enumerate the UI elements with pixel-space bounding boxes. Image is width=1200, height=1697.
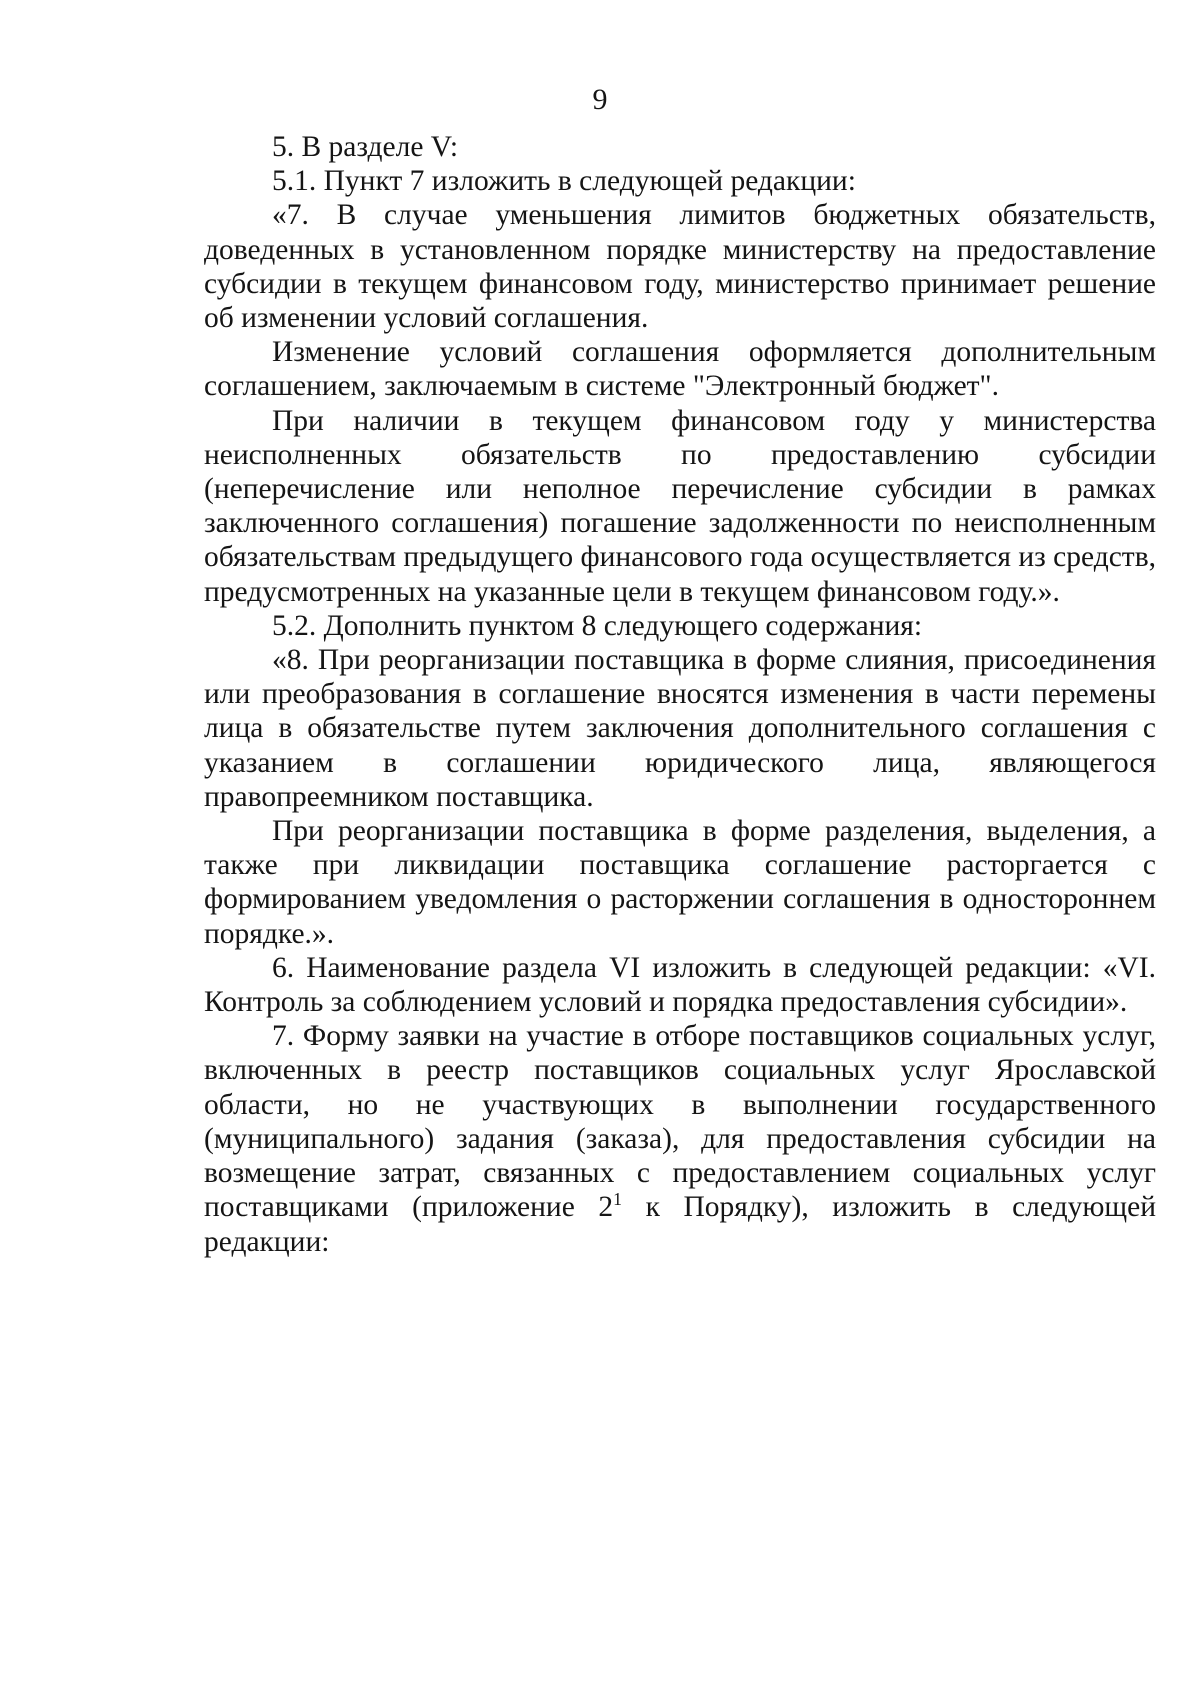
- paragraph-reorganization-termination: При реорганизации поставщика в форме разделения, выделения, а также при ликвидации поставщика соглашение расторгается с формированием уведомления о расторжении соглашения в одностороннем порядке.».: [204, 815, 1156, 950]
- application-form-text-tail: к Порядку), изложить в следующей редакции:: [204, 1191, 1156, 1258]
- paragraph-clause-8: «8. При реорганизации поставщика в форме слияния, присоединения или преобразования в соглашение вносятся изменения в части перемены лица в обязательстве путем заключения дополнительного соглашения с указанием в соглашении юридического лица, являющегося правопреемником поставщика.: [204, 644, 1156, 813]
- paragraph-item-5-1: 5.1. Пункт 7 изложить в следующей редакции:: [272, 165, 856, 198]
- paragraph-agreement-change: Изменение условий соглашения оформляется дополнительным соглашением, заключаемым в системе "Электронный бюджет".: [204, 336, 1156, 403]
- paragraph-clause-7: «7. В случае уменьшения лимитов бюджетных обязательств, доведенных в установленном порядке министерству на предоставление субсидии в текущем финансовом году, министерство принимает решение об изменении условий соглашения.: [204, 199, 1156, 335]
- page-number: 9: [592, 83, 608, 116]
- application-form-text: 7. Форму заявки на участие в отборе поставщиков социальных услуг, включенных в реестр поставщиков социальных услуг Ярославской области, но не участвующих в выполнении государственного (муниципального) задания (заказа), для предоставления субсидии на возмещение затрат, связанных с предоставлением социальных услуг поставщиками (приложение 2: [204, 1020, 1156, 1224]
- paragraph-item-7-application-form: [204, 1019, 1156, 1258]
- paragraph-section-6-title: 6. Наименование раздела VI изложить в следующей редакции: «VI. Контроль за соблюдением условий и порядка предоставления субсидии».: [204, 951, 1156, 1019]
- document-body: [204, 130, 1156, 1259]
- paragraph-outstanding-obligations: При наличии в текущем финансовом году у министерства неисполненных обязательств по предоставлению субсидии (неперечисление или неполное перечисление субсидии в рамках заключенного соглашения) погашение задолженности по неисполненным обязательствам предыдущего финансового года осуществляется из средств, предусмотренных на указанные цели в текущем финансовом году.».: [204, 404, 1156, 608]
- paragraph-section-5: 5. В разделе V:: [272, 131, 459, 163]
- paragraph-item-5-2: 5.2. Дополнить пунктом 8 следующего содержания:: [272, 609, 923, 642]
- appendix-superscript: 1: [613, 1189, 622, 1210]
